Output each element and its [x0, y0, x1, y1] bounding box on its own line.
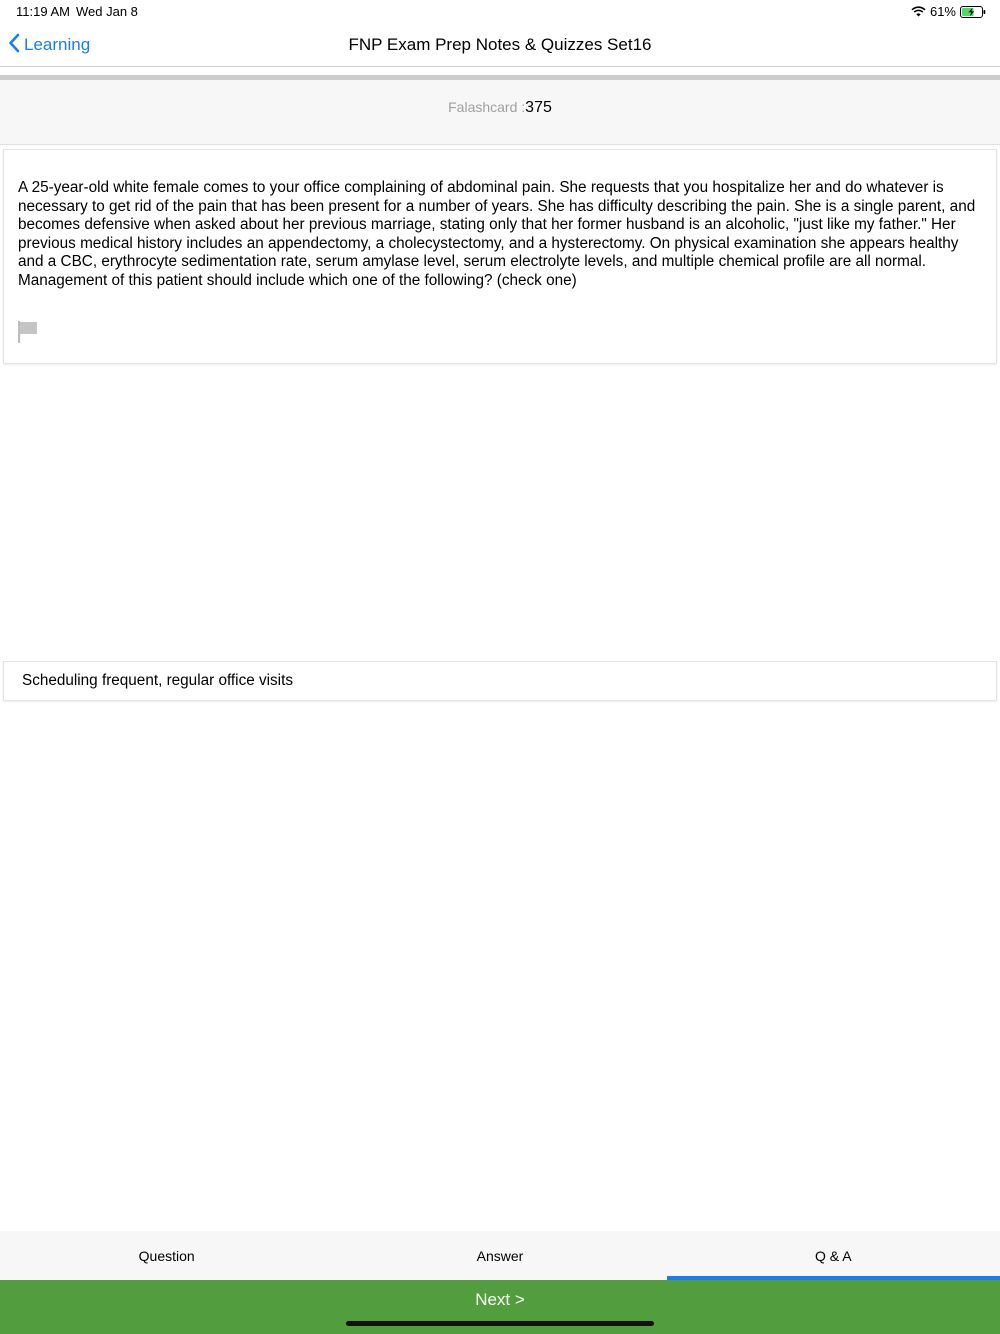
tab-bar — [0, 1231, 1000, 1280]
tab-question-label: Question — [138, 1248, 195, 1264]
back-button-label: Learning — [24, 35, 91, 54]
tab-question[interactable] — [0, 1231, 333, 1280]
answer-card — [3, 661, 997, 701]
flashcard-counter-area — [0, 80, 1000, 145]
home-indicator — [346, 1321, 654, 1326]
next-button-label: Next > — [475, 1290, 525, 1309]
status-bar — [0, 0, 1000, 24]
tab-q-and-a[interactable] — [667, 1231, 1000, 1280]
flashcard-counter — [0, 99, 1000, 117]
status-date: Wed Jan 8 — [76, 4, 138, 19]
navigation-bar — [0, 24, 1000, 67]
page-title: FNP Exam Prep Notes & Quizzes Set16 — [348, 35, 652, 54]
status-time: 11:19 AM — [16, 4, 70, 19]
wifi-icon — [911, 6, 926, 17]
battery-percent: 61% — [929, 4, 956, 19]
status-indicators — [911, 4, 986, 19]
question-text: A 25-year-old white female comes to your office complaining of abdominal pain. She requests that you hospitalize her and do whatever is necessary to get rid of the pain that has been present for a number of years. She has difficulty describing the pain. She is a single parent, and becomes defensive when asked about her previous marriage, stating only that her former husband is an alcoholic, "just like my father." Her previous medical history includes an appendectomy, a cholecystectomy, and a hysterectomy. On physical examination she appears healthy and a CBC, erythrocyte sedimentation rate, serum amylase level, serum electrolyte levels, and multiple chemical profile are all normal. Management of this patient should include which one of the following? (check one) — [18, 179, 976, 289]
battery-charging-icon — [960, 6, 986, 18]
tab-q-and-a-label: Q & A — [815, 1248, 852, 1264]
answer-text: Scheduling frequent, regular office visits — [22, 672, 293, 689]
flashcard-counter-value: 375 — [525, 99, 552, 116]
flag-icon[interactable] — [17, 320, 39, 349]
flashcard-counter-label: Falashcard : — [448, 99, 526, 115]
tab-answer-label: Answer — [476, 1248, 524, 1264]
question-card — [3, 149, 997, 364]
tab-answer[interactable] — [333, 1231, 666, 1280]
